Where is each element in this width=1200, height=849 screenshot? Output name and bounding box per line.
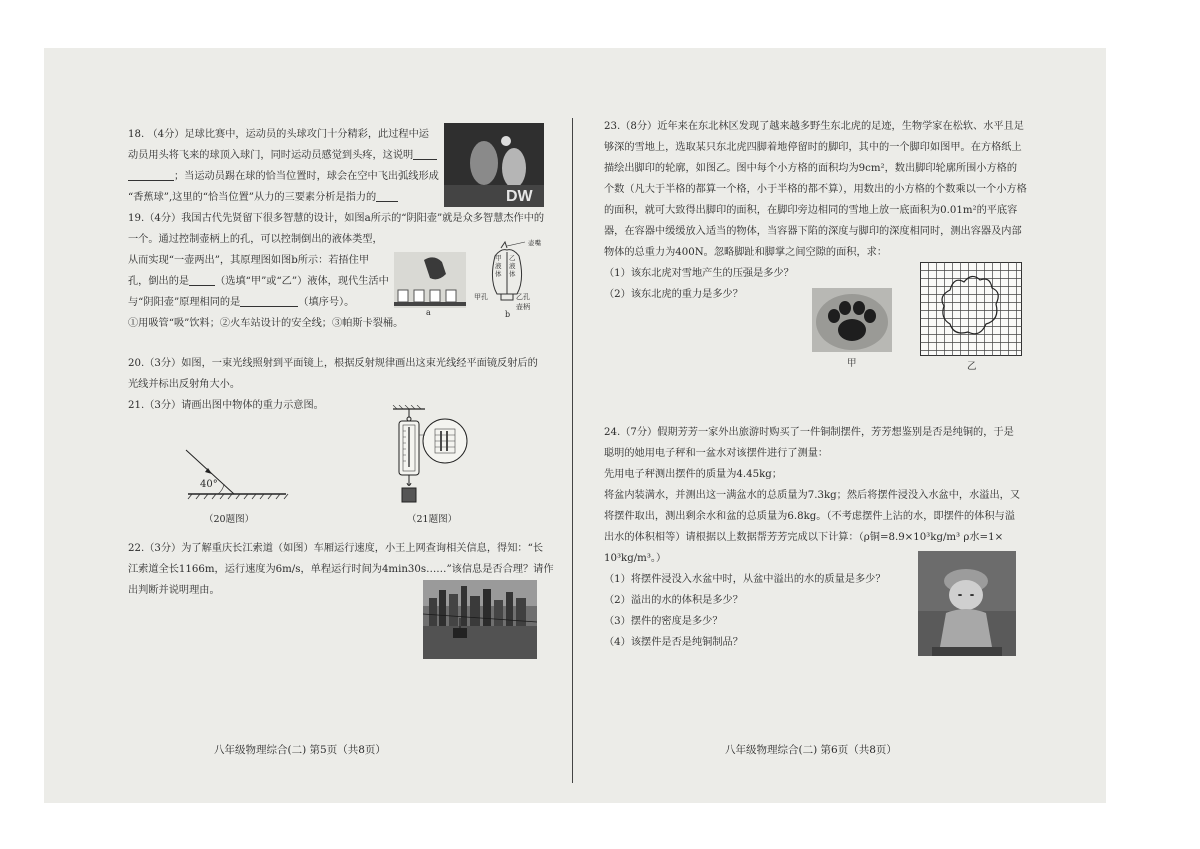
q18-line-3: ；当运动员踢在球的恰当位置时，球会在空中飞出弧线形成 <box>128 166 488 187</box>
q19-line-3: 从而实现“一壶两出”，其原理图如图b所示：若捂住甲 <box>128 255 370 266</box>
label-spout: 壶嘴 <box>528 239 541 247</box>
fig-yi-label: 乙 <box>967 361 977 372</box>
exam-sheet <box>44 48 1106 803</box>
q24-line-9: （2）溢出的水的体积是多少？ <box>604 595 743 606</box>
question-18 <box>128 124 488 208</box>
label-liquid-jia: 甲液体 <box>495 254 502 278</box>
angle-label: 40° <box>200 479 218 490</box>
q24-line-8: （1）将摆件浸没入水盆中时，从盆中溢出的水的质量是多少？ <box>604 574 886 585</box>
football-header-photo <box>444 123 544 207</box>
q21-line-1: 21.（3分）请画出图中物体的重力示意图。 <box>128 400 324 411</box>
q20-caption: （20题图） <box>204 514 255 525</box>
q24-line-11: （4）该摆件是否是纯铜制品？ <box>604 637 743 648</box>
q23-line-6: 器，在容器中缓缓放入适当的物体，当容器下陷的深度与脚印的深度相同时，测出容器及内部 <box>604 226 1022 237</box>
q24-line-1: 24.（7分）假期芳芳一家外出旅游时购买了一件铜制摆件，芳芳想鉴别是否是纯铜的，于是 <box>604 427 1014 438</box>
q19-line-6: ①用吸管“吸”饮料；②火车站设计的安全线；③帕斯卡裂桶。 <box>128 318 404 329</box>
q22-line-2: 江索道全长1166m，运行速度为6m/s，单程运行时间为4min30s……”该信息是否合理？请作 <box>128 564 554 575</box>
yinyang-pot-photo-a <box>394 252 466 308</box>
mirror-diagram <box>184 440 294 502</box>
q24-line-10: （3）摆件的密度是多少？ <box>604 616 723 627</box>
paw-grid-drawing <box>920 262 1022 356</box>
q23-line-4: 个数（凡大于半格的都算一个格，小于半格的都不算），用数出的小方格的个数乘以一个小方格 <box>604 184 1027 195</box>
q23-line-5: 的面积，就可大致得出脚印的面积，在脚印旁边相同的雪地上放一底面积为0.01m²的平底容 <box>604 205 1018 216</box>
q18-line-4: “香蕉球”,这里的“恰当位置”从力的三要素分析是指力的 <box>128 187 488 208</box>
right-page-footer: 八年级物理综合(二) 第6页（共8页） <box>725 744 897 756</box>
q19-line-2: 一个。通过控制壶柄上的孔，可以控制倒出的液体类型， <box>128 234 383 245</box>
q24-line-4: 将盆内装满水，并测出这一满盆水的总质量为7.3kg；然后将摆件浸没入水盆中，水溢出，又 <box>604 490 1021 501</box>
q19-line-4: 孔，倒出的是 （选填“甲”或“乙”）液体，现代生活中 <box>128 271 588 292</box>
q23-line-3: 描绘出脚印的轮廓，如图乙。图中每个小方格的面积均为9cm²，数出脚印轮廓所围小方格的 <box>604 163 1018 174</box>
q19-line-1: 19.（4分）我国古代先贤留下很多智慧的设计，如图a所示的“阴阳壶”就是众多智慧杰作中的 <box>128 213 545 224</box>
fig-b-label: b <box>505 310 511 319</box>
q24-line-3: 先用电子秤测出摆件的质量为4.45kg； <box>604 469 783 480</box>
q20-line-2: 光线并标出反射角大小。 <box>128 379 241 390</box>
fig-a-label: a <box>426 308 431 317</box>
svg-text:DW: DW <box>506 188 533 205</box>
fig-jia-label: 甲 <box>847 358 857 369</box>
q18-line-2: 动员用头将飞来的球顶入球门，同时运动员感觉到头疼，这说明 <box>128 145 488 166</box>
left-page-footer: 八年级物理综合(二) 第5页（共8页） <box>214 744 386 756</box>
q24-line-6: 出水的体积相等）请根据以上数据帮芳芳完成以下计算：（ρ铜=8.9×10³kg/m³ ρ水=1× <box>604 532 1004 543</box>
cableway-photo <box>423 580 537 659</box>
q22-line-1: 22.（3分）为了解重庆长江索道（如图）车厢运行速度，小王上网查询相关信息，得知：“长 <box>128 543 544 554</box>
q22-line-3: 出判断并说明理由。 <box>128 585 220 596</box>
q21-caption: （21题图） <box>407 514 458 525</box>
q23-line-2: 够深的雪地上，选取某只东北虎四脚着地停留时的脚印，其中的一个脚印如图甲。在方格纸上 <box>604 142 1022 153</box>
question-20 <box>128 353 588 395</box>
q20-line-1: 20.（3分）如图，一束光线照射到平面镜上，根据反射规律画出这束光线经平面镜反射后的 <box>128 358 538 369</box>
q23-line-1: 23.（8分）近年来在东北林区发现了越来越多野生东北虎的足迹，生物学家在松软、水平且足 <box>604 121 1024 132</box>
q23-line-7: 物体的总重力为400N。忽略脚趾和脚掌之间空隙的面积，求： <box>604 247 888 258</box>
q24-line-5: 将摆件取出，测出剩余水和盆的总质量为6.8kg。（不考虑摆件上沾的水，即摆件的体积与溢 <box>604 511 1015 522</box>
copper-figurine-photo <box>918 551 1016 656</box>
label-liquid-yi: 乙液体 <box>509 254 516 278</box>
tiger-paw-photo <box>812 288 892 352</box>
label-hole-jia: 甲孔 <box>474 293 488 301</box>
q24-line-2: 聪明的她用电子秤和一盆水对该摆件进行了测量： <box>604 448 829 459</box>
q19-line-5: 与“阴阳壶”原理相同的是 （填序号）。 <box>128 292 588 313</box>
q18-line-1: 18. （4分）足球比赛中，运动员的头球攻门十分精彩，此过程中运 <box>128 129 429 140</box>
label-hole-yi: 乙孔 <box>516 293 530 301</box>
spring-scale-diagram <box>389 405 473 505</box>
q24-line-7: 10³kg/m³。） <box>604 553 667 564</box>
q23-line-8: （1）该东北虎对雪地产生的压强是多少？ <box>604 268 794 279</box>
label-handle: 壶柄 <box>516 303 530 311</box>
q23-line-9: （2）该东北虎的重力是多少？ <box>604 289 743 300</box>
